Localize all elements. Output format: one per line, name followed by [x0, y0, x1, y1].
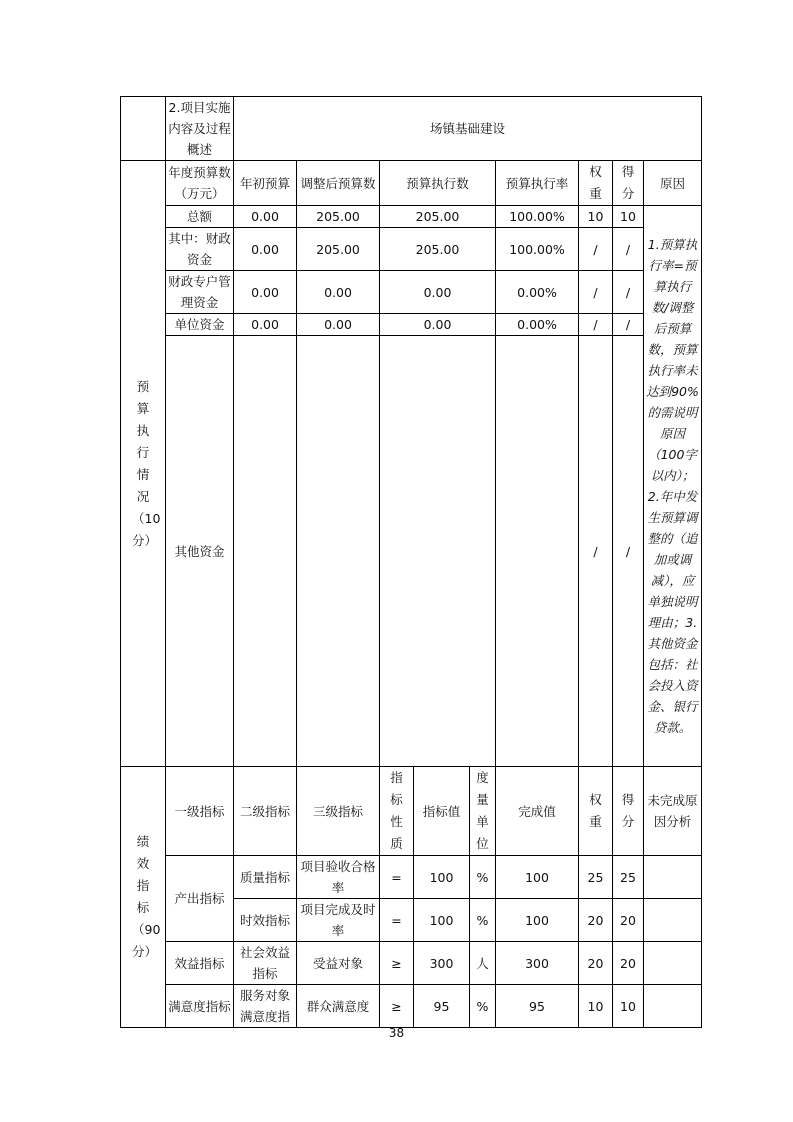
perf-level2: 时效指标	[234, 899, 297, 942]
budget-score: /	[613, 314, 644, 336]
perf-header-level2: 二级指标	[234, 767, 297, 856]
perf-level3: 受益对象	[297, 942, 380, 985]
perf-header-nature: 指标性质	[380, 767, 414, 856]
perf-done: 100	[496, 899, 579, 942]
budget-row	[121, 206, 702, 228]
budget-score: /	[613, 228, 644, 271]
budget-executed	[380, 336, 496, 767]
perf-unit: %	[470, 985, 496, 1028]
perf-header-unit: 度量单位	[470, 767, 496, 856]
perf-reason	[644, 856, 702, 899]
budget-initial: 0.00	[234, 228, 297, 271]
budget-score: 10	[613, 206, 644, 228]
budget-initial: 0.00	[234, 271, 297, 314]
perf-header-row	[121, 767, 702, 856]
perf-level2: 质量指标	[234, 856, 297, 899]
perf-weight: 25	[579, 856, 613, 899]
perf-value: 100	[414, 899, 470, 942]
budget-executed: 0.00	[380, 314, 496, 336]
perf-header-reason: 未完成原因分析	[644, 767, 702, 856]
perf-unit: %	[470, 899, 496, 942]
perf-nature: =	[380, 899, 414, 942]
budget-note: 1.预算执行率=预算执行数/调整后预算数，预算执行率未达到90%的需说明原因（100字以内）；2.年中发生预算调整的（追加或调减），应单独说明理由；3.其他资金包括：社会投入资金、银行贷款。	[644, 206, 702, 767]
budget-header-initial: 年初预算	[234, 161, 297, 206]
perf-reason	[644, 942, 702, 985]
budget-header-executed: 预算执行数	[380, 161, 496, 206]
budget-adjusted: 0.00	[297, 271, 380, 314]
budget-initial: 0.00	[234, 206, 297, 228]
perf-header-score: 得分	[613, 767, 644, 856]
impl-row	[121, 97, 702, 161]
perf-done: 95	[496, 985, 579, 1028]
budget-weight: 10	[579, 206, 613, 228]
budget-rate: 100.00%	[496, 206, 579, 228]
perf-weight: 20	[579, 942, 613, 985]
perf-weight: 20	[579, 899, 613, 942]
budget-row	[121, 336, 702, 767]
perf-level3: 群众满意度	[297, 985, 380, 1028]
budget-adjusted: 205.00	[297, 206, 380, 228]
blank-cell	[121, 97, 166, 161]
perf-section-label: 绩效指标（90分）	[121, 767, 166, 1028]
perf-nature: =	[380, 856, 414, 899]
budget-row	[121, 228, 702, 271]
perf-unit: %	[470, 856, 496, 899]
budget-row-label: 其他资金	[166, 336, 234, 767]
perf-header-done: 完成值	[496, 767, 579, 856]
perf-header-value: 指标值	[414, 767, 470, 856]
perf-header-weight: 权重	[579, 767, 613, 856]
perf-reason	[644, 899, 702, 942]
perf-value: 95	[414, 985, 470, 1028]
budget-rate	[496, 336, 579, 767]
budget-header-category: 年度预算数（万元）	[166, 161, 234, 206]
budget-weight: /	[579, 228, 613, 271]
perf-level1: 产出指标	[166, 856, 234, 942]
perf-score: 10	[613, 985, 644, 1028]
budget-weight: /	[579, 336, 613, 767]
budget-header-weight: 权重	[579, 161, 613, 206]
budget-section-label: 预算执行情况（10分）	[121, 161, 166, 767]
budget-executed: 205.00	[380, 228, 496, 271]
budget-rate: 100.00%	[496, 228, 579, 271]
perf-score: 20	[613, 942, 644, 985]
perf-level1: 满意度指标	[166, 985, 234, 1028]
budget-row-label: 总额	[166, 206, 234, 228]
budget-weight: /	[579, 314, 613, 336]
perf-nature: ≥	[380, 942, 414, 985]
budget-adjusted	[297, 336, 380, 767]
budget-row-label: 财政专户管理资金	[166, 271, 234, 314]
impl-content: 场镇基础建设	[234, 97, 702, 161]
performance-table	[120, 96, 702, 1028]
budget-header-row	[121, 161, 702, 206]
budget-initial	[234, 336, 297, 767]
perf-nature: ≥	[380, 985, 414, 1028]
perf-row	[121, 856, 702, 899]
perf-header-level3: 三级指标	[297, 767, 380, 856]
budget-header-adjusted: 调整后预算数	[297, 161, 380, 206]
perf-score: 25	[613, 856, 644, 899]
budget-header-rate: 预算执行率	[496, 161, 579, 206]
impl-label: 2.项目实施内容及过程概述	[166, 97, 234, 161]
budget-header-reason: 原因	[644, 161, 702, 206]
perf-reason	[644, 985, 702, 1028]
budget-row-label: 单位资金	[166, 314, 234, 336]
budget-row-label: 其中：财政资金	[166, 228, 234, 271]
budget-initial: 0.00	[234, 314, 297, 336]
perf-done: 300	[496, 942, 579, 985]
budget-executed: 205.00	[380, 206, 496, 228]
perf-row	[121, 985, 702, 1028]
budget-score: /	[613, 336, 644, 767]
perf-value: 100	[414, 856, 470, 899]
perf-header-level1: 一级指标	[166, 767, 234, 856]
perf-value: 300	[414, 942, 470, 985]
budget-rate: 0.00%	[496, 271, 579, 314]
budget-row	[121, 271, 702, 314]
perf-score: 20	[613, 899, 644, 942]
perf-level2: 服务对象满意度指	[234, 985, 297, 1028]
budget-weight: /	[579, 271, 613, 314]
budget-adjusted: 0.00	[297, 314, 380, 336]
budget-executed: 0.00	[380, 271, 496, 314]
perf-level3: 项目完成及时率	[297, 899, 380, 942]
page-number: 38	[388, 1026, 405, 1040]
budget-row	[121, 314, 702, 336]
perf-level3: 项目验收合格率	[297, 856, 380, 899]
budget-score: /	[613, 271, 644, 314]
perf-unit: 人	[470, 942, 496, 985]
perf-level1: 效益指标	[166, 942, 234, 985]
perf-weight: 10	[579, 985, 613, 1028]
budget-header-score: 得分	[613, 161, 644, 206]
perf-done: 100	[496, 856, 579, 899]
budget-rate: 0.00%	[496, 314, 579, 336]
perf-level2: 社会效益指标	[234, 942, 297, 985]
perf-row	[121, 942, 702, 985]
budget-adjusted: 205.00	[297, 228, 380, 271]
